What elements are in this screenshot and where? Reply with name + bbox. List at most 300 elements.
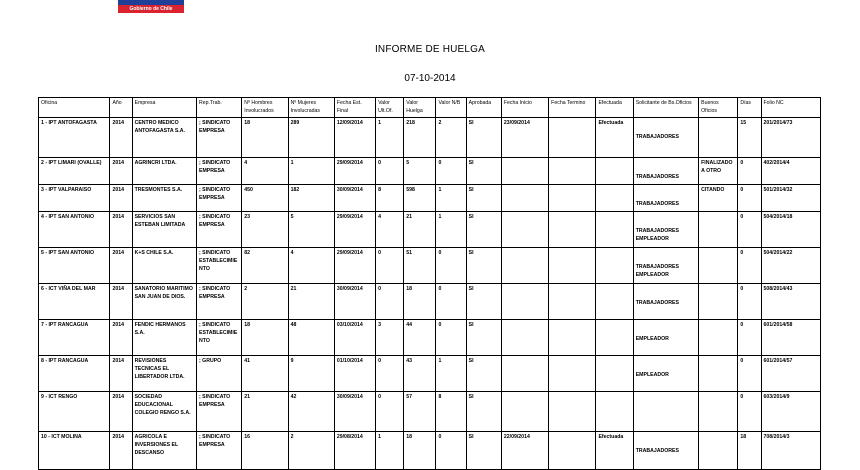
table-cell (436, 158, 466, 185)
cell-text: 0 (740, 160, 744, 166)
table-cell (501, 158, 548, 185)
cell-text: 01/10/2014 (336, 358, 363, 364)
table-cell (242, 392, 288, 432)
table-cell (404, 118, 436, 158)
table-cell (761, 185, 821, 212)
table-cell (549, 284, 596, 320)
cell-text: 30/09/2014 (336, 394, 363, 400)
cell-text: 708/2014/3 (763, 434, 790, 440)
table-cell (39, 212, 110, 248)
table-cell (39, 118, 110, 158)
table-cell (436, 185, 466, 212)
cell-text: K+S CHILE S.A. (134, 250, 174, 256)
cell-text: 4 - IPT SAN ANTONIO (41, 214, 95, 220)
cell-text: TRABAJADORES (635, 300, 679, 306)
table-cell (242, 118, 288, 158)
table-cell (761, 392, 821, 432)
cell-text: 29/08/2014 (336, 434, 363, 440)
table-cell (699, 356, 738, 392)
table-cell (633, 392, 698, 432)
cell-text: 603/2014/9 (763, 394, 790, 400)
table-cell (132, 356, 196, 392)
cell-text: 0 (378, 286, 381, 292)
table-cell (596, 185, 633, 212)
cell-text: 0 (438, 322, 442, 328)
table-cell (466, 320, 501, 356)
table-cell (197, 284, 242, 320)
cell-text: 1 - IPT ANTOFAGASTA (41, 120, 97, 126)
table-cell (39, 392, 110, 432)
table-cell (596, 248, 633, 284)
table-cell (738, 248, 761, 284)
cell-text: EMPLEADOR (635, 372, 669, 378)
table-cell (288, 212, 334, 248)
table-cell (197, 118, 242, 158)
table-cell (633, 320, 698, 356)
cell-text: Efectuada (598, 120, 624, 126)
table-cell (738, 432, 761, 470)
table-cell (242, 248, 288, 284)
cell-text: 2014 (112, 120, 124, 126)
table-cell (197, 185, 242, 212)
cell-text: AGRINCRI LTDA. (134, 160, 177, 166)
table-cell (633, 356, 698, 392)
cell-text: 44 (406, 322, 413, 328)
cell-text: SI (468, 322, 474, 328)
cell-text: 2 (290, 434, 294, 440)
table-cell (436, 356, 466, 392)
cell-text: 2014 (112, 286, 124, 292)
table-cell (596, 118, 633, 158)
cell-text: 1 (378, 434, 381, 440)
cell-text: SI (468, 394, 474, 400)
table-cell (110, 392, 132, 432)
cell-text: CENTRO MEDICO ANTOFAGASTA S.A. (134, 120, 185, 134)
cell-text: 2014 (112, 434, 124, 440)
table-cell (633, 284, 698, 320)
table-cell (761, 248, 821, 284)
cell-text: 3 - IPT VALPARAISO (41, 187, 92, 193)
cell-text: ; SINDICATO EMPRESA (199, 187, 231, 201)
table-cell (334, 432, 375, 470)
cell-text: 182 (290, 187, 300, 193)
table-cell (738, 118, 761, 158)
table-cell (110, 320, 132, 356)
cell-text: 4 (378, 214, 381, 220)
cell-text: 5 (290, 214, 294, 220)
cell-text: 3 (378, 322, 381, 328)
table-cell (549, 185, 596, 212)
table-cell (501, 212, 548, 248)
cell-text: 2014 (112, 394, 124, 400)
table-cell (466, 432, 501, 470)
table-cell (761, 158, 821, 185)
cell-text: 51 (406, 250, 413, 256)
cell-text: 0 (378, 160, 381, 166)
table-cell (334, 392, 375, 432)
cell-text: 1 (290, 160, 294, 166)
table-cell (334, 356, 375, 392)
column-header: Valor Ult.Of. (376, 98, 404, 118)
cell-text: TRABAJADORES (635, 134, 679, 140)
table-cell (404, 212, 436, 248)
table-cell (633, 118, 698, 158)
cell-text: 12/09/2014 (336, 120, 363, 126)
table-cell (404, 392, 436, 432)
table-cell (761, 118, 821, 158)
cell-text: ; GRUPO (199, 358, 222, 364)
table-cell (132, 284, 196, 320)
cell-text: 601/2014/58 (763, 322, 793, 328)
table-cell (39, 284, 110, 320)
table-cell (501, 284, 548, 320)
table-cell (699, 118, 738, 158)
table-cell (288, 248, 334, 284)
column-header: Días (738, 98, 761, 118)
table-cell (288, 432, 334, 470)
table-cell (761, 432, 821, 470)
cell-text: 8 (378, 187, 381, 193)
table-row (39, 356, 821, 392)
table-cell (288, 158, 334, 185)
cell-text: 4 (290, 250, 294, 256)
table-row (39, 212, 821, 248)
cell-text: 2014 (112, 358, 124, 364)
cell-text: 2014 (112, 160, 124, 166)
table-cell (197, 158, 242, 185)
table-cell (436, 118, 466, 158)
table-cell (761, 212, 821, 248)
table-row (39, 432, 821, 470)
cell-text: SANATORIO MARITIMO SAN JUAN DE DIOS. (134, 286, 193, 300)
cell-text: ; SINDICATO EMPRESA (199, 160, 231, 174)
cell-text: 21 (406, 214, 413, 220)
cell-text: 450 (244, 187, 253, 193)
table-cell (376, 284, 404, 320)
cell-text: 0 (438, 434, 442, 440)
cell-text: 10 - ICT MOLINA (41, 434, 82, 440)
cell-text: 48 (290, 322, 297, 328)
cell-text: 29/09/2014 (336, 214, 363, 220)
table-cell (596, 356, 633, 392)
table-cell (633, 248, 698, 284)
table-cell (738, 320, 761, 356)
cell-text: 18 (740, 434, 747, 440)
cell-text: 0 (740, 214, 744, 220)
table-cell (39, 320, 110, 356)
cell-text: 57 (406, 394, 413, 400)
cell-text: ; SINDICATO EMPRESA (199, 120, 231, 134)
table-cell (501, 356, 548, 392)
cell-text: 0 (378, 394, 381, 400)
table-cell (466, 158, 501, 185)
table-cell (436, 392, 466, 432)
table-cell (699, 392, 738, 432)
cell-text: 5 - IPT SAN ANTONIO (41, 250, 95, 256)
table-cell (376, 356, 404, 392)
table-cell (132, 158, 196, 185)
table-cell (761, 284, 821, 320)
cell-text: 8 - IPT RANCAGUA (41, 358, 89, 364)
table-cell (761, 356, 821, 392)
gobierno-de-chile-logo (118, 0, 184, 13)
cell-text: SI (468, 358, 474, 364)
table-cell (501, 320, 548, 356)
column-header: Folio NC (761, 98, 821, 118)
table-cell (549, 248, 596, 284)
cell-text: 601/2014/57 (763, 358, 793, 364)
column-header: Fecha Est. Final (334, 98, 375, 118)
column-header: Fecha Termino (549, 98, 596, 118)
cell-text: 0 (378, 358, 381, 364)
cell-text: ; SINDICATO EMPRESA (199, 214, 231, 228)
cell-text: 0 (740, 322, 744, 328)
table-cell (39, 248, 110, 284)
table-cell (242, 356, 288, 392)
table-cell (288, 118, 334, 158)
cell-text: 504/2014/18 (763, 214, 793, 220)
cell-text: TRABAJADORES (635, 448, 679, 454)
table-cell (699, 212, 738, 248)
table-cell (738, 212, 761, 248)
cell-text: 4 (244, 160, 248, 166)
table-cell (596, 158, 633, 185)
table-cell (466, 185, 501, 212)
table-row (39, 284, 821, 320)
column-header: Solicitante de Bs.Oficios (633, 98, 698, 118)
cell-text: SI (468, 434, 474, 440)
cell-text: SI (468, 160, 474, 166)
cell-text: 18 (406, 286, 413, 292)
logo-red-band: Gobierno de Chile (118, 5, 184, 13)
cell-text: 289 (290, 120, 300, 126)
table-cell (633, 185, 698, 212)
table-row (39, 185, 821, 212)
table-cell (549, 356, 596, 392)
table-cell (197, 320, 242, 356)
table-cell (242, 320, 288, 356)
table-cell (242, 284, 288, 320)
column-header: Valor N/B (436, 98, 466, 118)
table-cell (761, 320, 821, 356)
table-cell (288, 392, 334, 432)
cell-text: 5 (406, 160, 410, 166)
table-cell (549, 392, 596, 432)
table-cell (110, 212, 132, 248)
cell-text: AGRICOLA E INVERSIONES EL DESCANSO (134, 434, 179, 456)
table-cell (334, 185, 375, 212)
cell-text: 501/2014/32 (763, 187, 793, 193)
table-cell (376, 158, 404, 185)
table-cell (466, 284, 501, 320)
cell-text: 41 (244, 358, 251, 364)
table-cell (738, 356, 761, 392)
table-cell (376, 392, 404, 432)
cell-text: 2014 (112, 214, 124, 220)
table-row (39, 158, 821, 185)
cell-text: 2 (438, 120, 442, 126)
table-cell (596, 284, 633, 320)
table-cell (699, 284, 738, 320)
cell-text: SERVICIOS SAN ESTEBAN LIMITADA (134, 214, 186, 228)
table-cell (466, 118, 501, 158)
table-cell (549, 432, 596, 470)
table-cell (501, 118, 548, 158)
table-cell (288, 356, 334, 392)
table-cell (633, 432, 698, 470)
column-header: Nº Mujeres Involucradas (288, 98, 334, 118)
cell-text: 18 (244, 120, 251, 126)
cell-text: 1 (378, 120, 381, 126)
table-cell (404, 356, 436, 392)
table-cell (197, 432, 242, 470)
cell-text: 7 - IPT RANCAGUA (41, 322, 89, 328)
table-cell (436, 248, 466, 284)
table-cell (596, 212, 633, 248)
cell-text: SI (468, 187, 474, 193)
table-cell (501, 185, 548, 212)
table-cell (110, 118, 132, 158)
table-cell (110, 248, 132, 284)
table-cell (633, 212, 698, 248)
table-cell (501, 248, 548, 284)
cell-text: 29/09/2014 (336, 160, 363, 166)
table-cell (436, 212, 466, 248)
table-row (39, 118, 821, 158)
table-cell (436, 284, 466, 320)
table-cell (738, 392, 761, 432)
column-header: Nº Hombres Involucrados (242, 98, 288, 118)
table-cell (404, 432, 436, 470)
table-cell (376, 212, 404, 248)
cell-text: TRABAJADORES EMPLEADOR (635, 264, 679, 278)
table-cell (132, 185, 196, 212)
cell-text: 23 (244, 214, 251, 220)
table-cell (334, 158, 375, 185)
cell-text: FENDIC HERMANOS S.A. (134, 322, 186, 336)
cell-text: 2 (244, 286, 248, 292)
table-cell (334, 284, 375, 320)
report-date: 07-10-2014 (404, 73, 456, 84)
table-cell (197, 212, 242, 248)
table-cell (110, 185, 132, 212)
table-cell (132, 320, 196, 356)
cell-text: TRABAJADORES (635, 201, 679, 207)
column-header: Efectuada (596, 98, 633, 118)
cell-text: 1 (438, 358, 442, 364)
cell-text: 15 (740, 120, 747, 126)
cell-text: ; SINDICATO ESTABLECIMIENTO (199, 322, 238, 344)
cell-text: ; SINDICATO EMPRESA (199, 434, 231, 448)
table-cell (501, 392, 548, 432)
cell-text: 23/09/2014 (503, 120, 530, 126)
cell-text: 6 - ICT VIÑA DEL MAR (41, 286, 96, 292)
cell-text: 22/09/2014 (503, 434, 530, 440)
table-cell (197, 392, 242, 432)
cell-text: 03/10/2014 (336, 322, 363, 328)
cell-text: 43 (406, 358, 413, 364)
cell-text: 0 (438, 250, 442, 256)
table-cell (404, 248, 436, 284)
cell-text: 29/09/2014 (336, 250, 363, 256)
cell-text: 2014 (112, 322, 124, 328)
cell-text: 42 (290, 394, 297, 400)
table-cell (699, 432, 738, 470)
cell-text: 1 (438, 187, 442, 193)
table-cell (242, 432, 288, 470)
table-cell (376, 432, 404, 470)
cell-text: 0 (740, 187, 744, 193)
table-cell (501, 432, 548, 470)
table-cell (596, 432, 633, 470)
table-row (39, 320, 821, 356)
table-cell (242, 185, 288, 212)
table-cell (596, 320, 633, 356)
table-cell (39, 356, 110, 392)
cell-text: SI (468, 250, 474, 256)
cell-text: 0 (438, 286, 442, 292)
table-cell (132, 432, 196, 470)
table-cell (549, 118, 596, 158)
cell-text: 508/2014/43 (763, 286, 793, 292)
table-cell (288, 185, 334, 212)
table-cell (699, 158, 738, 185)
cell-text: TRABAJADORES (635, 174, 679, 180)
cell-text: 0 (378, 250, 381, 256)
table-row (39, 248, 821, 284)
cell-text: TRABAJADORES EMPLEADOR (635, 228, 679, 242)
cell-text: SI (468, 120, 474, 126)
cell-text: 0 (740, 286, 744, 292)
cell-text: ; SINDICATO EMPRESA (199, 394, 231, 408)
table-cell (376, 248, 404, 284)
report-title: INFORME DE HUELGA (374, 44, 486, 55)
table-cell (39, 185, 110, 212)
table-cell (549, 158, 596, 185)
column-header: Empresa (132, 98, 196, 118)
table-cell (288, 284, 334, 320)
table-cell (596, 392, 633, 432)
table-cell (404, 320, 436, 356)
table-header-row (39, 98, 821, 118)
table-cell (549, 320, 596, 356)
cell-text: 504/2014/22 (763, 250, 793, 256)
column-header: Rep.Trab. (197, 98, 242, 118)
cell-text: 8 (438, 394, 442, 400)
cell-text: 18 (406, 434, 413, 440)
strike-report-table (38, 97, 821, 470)
cell-text: 0 (740, 250, 744, 256)
table-cell (376, 118, 404, 158)
column-header: Buenos Oficios (699, 98, 738, 118)
table-cell (132, 248, 196, 284)
cell-text: 598 (406, 187, 415, 193)
cell-text: 2014 (112, 187, 124, 193)
cell-text: TRESMONTES S.A. (134, 187, 183, 193)
cell-text: 2014 (112, 250, 124, 256)
table-cell (633, 158, 698, 185)
column-header: Valor Huelga (404, 98, 436, 118)
cell-text: ; SINDICATO ESTABLECIMIENTO (199, 250, 238, 272)
table-cell (110, 432, 132, 470)
table-cell (39, 158, 110, 185)
cell-text: Efectuada (598, 434, 624, 440)
cell-text: 2 - IPT LIMARI (OVALLE) (41, 160, 102, 166)
cell-text: 21 (244, 394, 251, 400)
column-header: Aprobada (466, 98, 501, 118)
table-cell (699, 185, 738, 212)
table-cell (288, 320, 334, 356)
